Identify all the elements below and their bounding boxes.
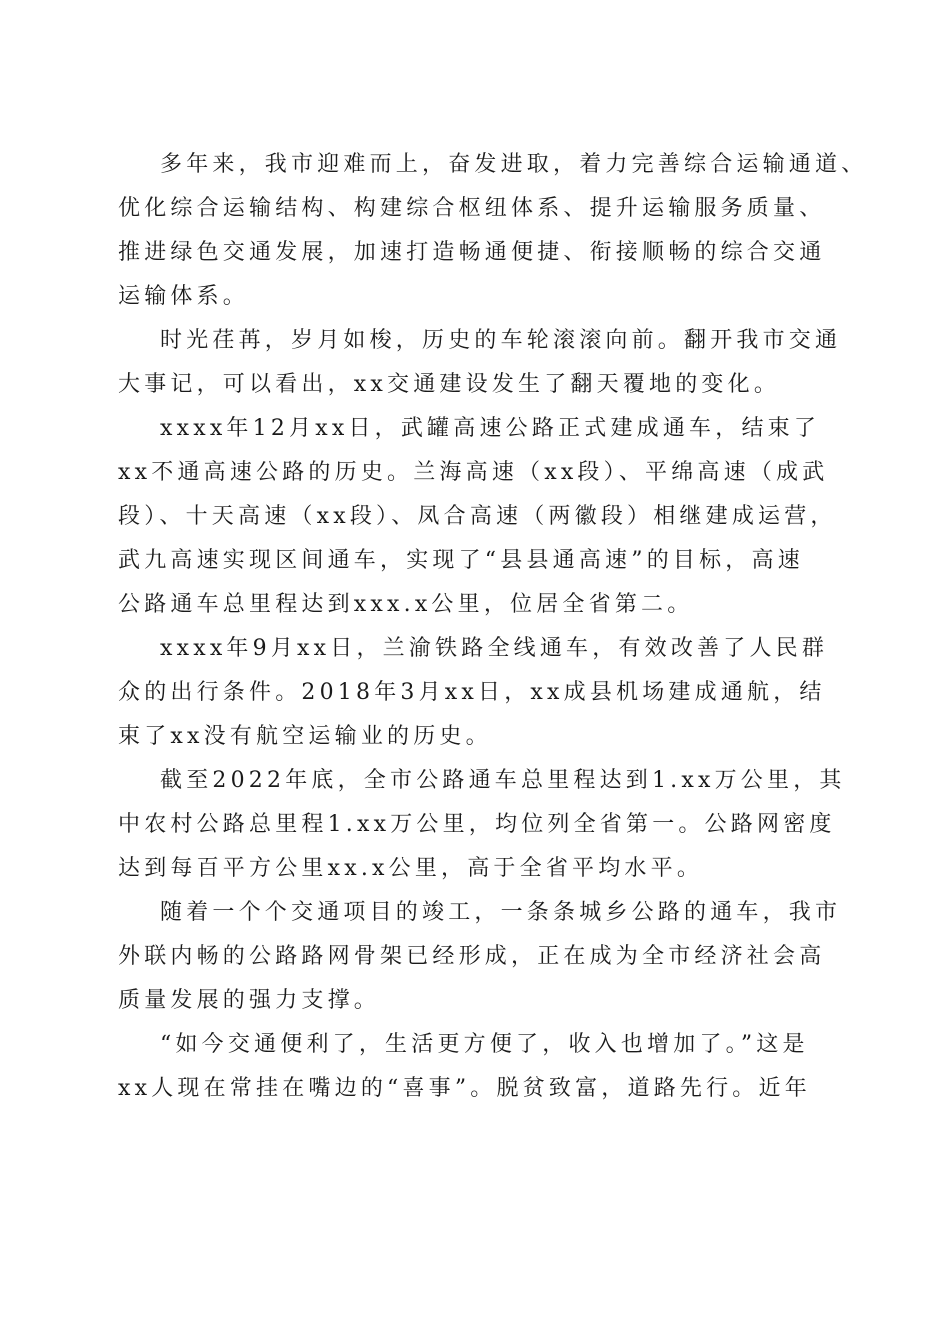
document-body (118, 143, 868, 1111)
text-line: 质量发展的强力支撑。 (118, 988, 381, 1013)
paragraph-quote (118, 1023, 858, 1111)
text-line: 段）、十天高速（xx段）、凤合高速（两徽段）相继建成运营， (118, 504, 837, 529)
text-line: 运输体系。 (118, 284, 250, 309)
text-line: xxxx年12月xx日，武罐高速公路正式建成通车，结束了 (160, 416, 821, 441)
text-line: 大事记，可以看出，xx交通建设发生了翻天覆地的变化。 (118, 372, 781, 397)
text-line: 推进绿色交通发展，加速打造畅通便捷、衔接顺畅的综合交通 (118, 240, 826, 265)
text-line: 中农村公路总里程1.xx万公里，均位列全省第一。公路网密度 (118, 812, 836, 837)
text-line: xxxx年9月xx日，兰渝铁路全线通车，有效改善了人民群 (160, 636, 829, 661)
text-line: 外联内畅的公路路网骨架已经形成，正在成为全市经济社会高 (118, 944, 826, 969)
text-line: 达到每百平方公里xx.x公里，高于全省平均水平。 (118, 856, 704, 881)
text-line: 随着一个个交通项目的竣工，一条条城乡公路的通车，我市 (160, 900, 842, 925)
paragraph-railway-airport (118, 627, 858, 759)
text-line: 武九高速实现区间通车，实现了“县县通高速”的目标，高速 (118, 548, 804, 573)
text-line: xx人现在常挂在嘴边的“喜事”。脱贫致富，道路先行。近年 (118, 1076, 811, 1101)
paragraph-highways (118, 407, 858, 627)
paragraph-history-intro (118, 319, 858, 407)
paragraph-road-network (118, 891, 858, 1023)
text-line: 众的出行条件。2018年3月xx日，xx成县机场建成通航，结 (118, 680, 826, 705)
text-line: 束了xx没有航空运输业的历史。 (118, 724, 492, 749)
text-line: “如今交通便利了，生活更方便了，收入也增加了。”这是 (160, 1032, 809, 1057)
paragraph-transport-system (118, 143, 868, 319)
text-line: 公路通车总里程达到xxx.x公里，位居全省第二。 (118, 592, 694, 617)
paragraph-road-mileage (118, 759, 858, 891)
text-line: 多年来，我市迎难而上，奋发进取，着力完善综合运输通道、 (160, 152, 868, 177)
text-line: 优化综合运输结构、构建综合枢纽体系、提升运输服务质量、 (118, 196, 826, 221)
text-line: 时光荏苒，岁月如梭，历史的车轮滚滚向前。翻开我市交通 (160, 328, 842, 353)
text-line: xx不通高速公路的历史。兰海高速（xx段）、平绵高速（成武 (118, 460, 829, 485)
text-line: 截至2022年底，全市公路通车总里程达到1.xx万公里，其 (160, 768, 846, 793)
